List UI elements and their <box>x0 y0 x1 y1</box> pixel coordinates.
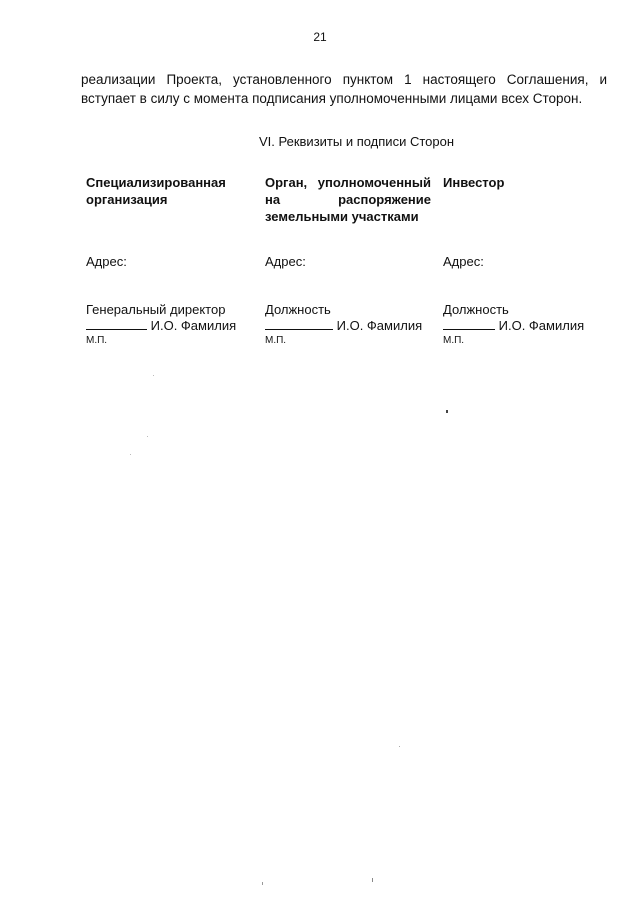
position-label: Должность <box>265 302 331 317</box>
scan-speck <box>153 375 154 376</box>
signature-blank <box>443 318 495 330</box>
stamp-label: М.П. <box>265 335 287 346</box>
section-title: VI. Реквизиты и подписи Сторон <box>259 134 455 149</box>
position-label: Генеральный директор <box>86 302 226 317</box>
scan-speck <box>147 436 148 437</box>
signature-block-specialized-organization <box>86 302 236 347</box>
scan-speck <box>446 410 448 413</box>
signature-block-land-authority <box>265 302 422 347</box>
signature-block-investor <box>443 302 584 347</box>
signatory-name: И.О. Фамилия <box>498 318 585 333</box>
address-label: Адрес: <box>86 254 127 269</box>
party-name: Инвестор <box>443 175 505 190</box>
address-label: Адрес: <box>265 254 306 269</box>
signature-blank <box>265 318 333 330</box>
signatory-name: И.О. Фамилия <box>336 318 423 333</box>
scan-speck <box>372 878 373 882</box>
intro-paragraph: реализации Проекта, установленного пунктом 1 настоящего Соглашения, и вступает в силу с момента подписания уполномоченными лицами всех Сторон. <box>81 72 607 106</box>
scan-speck <box>262 882 263 885</box>
party-column-investor <box>443 174 603 270</box>
party-column-specialized-organization <box>86 174 251 270</box>
address-label: Адрес: <box>443 254 484 269</box>
signature-line <box>86 318 236 334</box>
signature-line <box>443 318 584 334</box>
party-name: Специализированная организация <box>86 175 226 207</box>
scan-speck <box>130 454 131 455</box>
party-column-land-authority <box>265 174 431 270</box>
stamp-label: М.П. <box>86 335 108 346</box>
signature-blank <box>86 318 147 330</box>
stamp-label: М.П. <box>443 335 465 346</box>
page-number: 21 <box>313 30 327 44</box>
signature-line <box>265 318 422 334</box>
position-label: Должность <box>443 302 509 317</box>
party-name: Орган, уполномоченный на распоряжение земельными участками <box>265 175 431 224</box>
signatory-name: И.О. Фамилия <box>150 318 237 333</box>
scan-speck <box>399 746 400 747</box>
